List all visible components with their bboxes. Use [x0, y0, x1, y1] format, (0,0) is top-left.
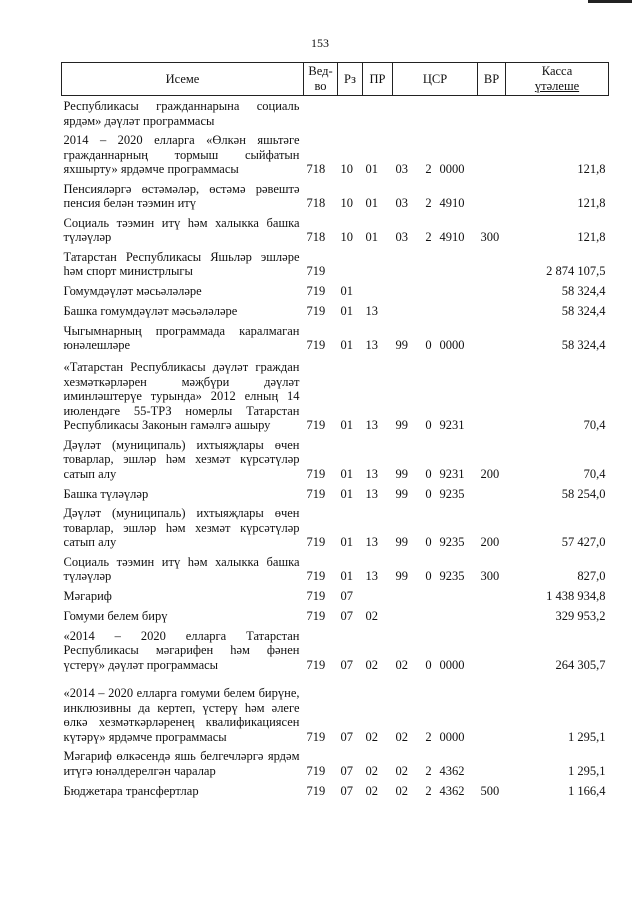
row-csr-code [437, 606, 478, 626]
row-vr: 500 [480, 783, 500, 798]
row-rz: 01 [340, 418, 353, 432]
row-csr-subprogram: 2 [425, 196, 432, 210]
row-name: Башка түләүләр [63, 486, 149, 501]
row-amount: 329 953,2 [555, 609, 606, 623]
table-row [62, 780, 609, 800]
row-vr [478, 321, 506, 355]
row-pr: 01 [365, 230, 378, 244]
row-csr-subprogram: 2 [425, 783, 432, 798]
row-ved: 719 [306, 338, 326, 352]
row-csr-subprogram: 0 [425, 338, 432, 352]
row-rz: 07 [340, 763, 353, 778]
row-name: Башка гомумдәүләт мәсьәләләре [63, 304, 238, 318]
row-ved: 718 [306, 162, 326, 176]
row-rz: 07 [340, 657, 353, 672]
row-csr-program [393, 247, 421, 281]
row-csr-subprogram [421, 281, 437, 301]
row-csr-subprogram [421, 301, 437, 321]
row-name: Социаль тәэмин итү һәм халыкка башка түләүләр [63, 554, 300, 583]
row-amount: 121,8 [577, 196, 606, 210]
table-row [62, 674, 609, 746]
row-csr-subprogram [421, 586, 437, 606]
row-csr-code: 9231 [439, 418, 465, 432]
row-vr [478, 247, 506, 281]
row-rz: 01 [340, 535, 353, 549]
row-ved: 719 [306, 535, 326, 549]
row-csr-subprogram: 0 [425, 535, 432, 549]
row-csr-program [393, 281, 421, 301]
row-amount: 1 166,4 [568, 783, 606, 798]
row-vr: 300 [480, 230, 500, 244]
table-row [62, 483, 609, 503]
row-rz: 01 [340, 569, 353, 583]
table-row [62, 435, 609, 484]
row-pr: 02 [365, 609, 378, 623]
row-csr-code [437, 247, 478, 281]
column-header-csr: ЦСР [393, 63, 478, 96]
table-row [62, 626, 609, 675]
row-csr-subprogram [421, 247, 437, 281]
table-row [62, 213, 609, 247]
row-csr-code: 0000 [439, 338, 465, 352]
row-name: Дәүләт (муниципаль) ихтыяҗлары өчен товарлар, эшләр һәм хезмәт күрсәтүләр сатып алу [63, 506, 300, 549]
table-row [62, 503, 609, 552]
row-pr: 13 [365, 535, 378, 549]
row-csr-code: 0000 [439, 657, 465, 672]
table-row [62, 606, 609, 626]
row-csr-program: 03 [395, 196, 408, 210]
row-csr-program: 03 [395, 162, 408, 176]
row-csr-code: 4362 [439, 763, 465, 778]
row-amount: 2 874 107,5 [546, 264, 606, 278]
row-amount: 58 324,4 [561, 338, 606, 352]
row-vr [478, 281, 506, 301]
row-csr-code [437, 301, 478, 321]
row-csr-code: 4910 [439, 196, 465, 210]
row-vr [478, 355, 506, 435]
row-csr-program: 02 [395, 763, 408, 778]
row-vr: 300 [480, 569, 500, 583]
row-csr-program: 99 [395, 338, 408, 352]
row-csr-code [437, 96, 478, 131]
row-pr [363, 281, 393, 301]
row-csr-program [393, 301, 421, 321]
row-vr [478, 606, 506, 626]
table-row [62, 179, 609, 213]
row-csr-code: 9235 [439, 535, 465, 549]
row-rz [338, 247, 363, 281]
row-rz: 01 [340, 486, 353, 501]
row-csr-subprogram [421, 96, 437, 131]
row-rz: 01 [340, 284, 353, 298]
row-rz: 10 [340, 162, 353, 176]
row-name: Социаль тәэмин итү һәм халыкка башка түләүләр [63, 215, 300, 244]
row-amount: 70,4 [583, 418, 606, 432]
table-header [62, 63, 609, 96]
table-row [62, 281, 609, 301]
row-amount [506, 96, 609, 131]
row-ved: 719 [306, 763, 326, 778]
row-csr-program: 02 [395, 783, 408, 798]
row-name: Чыгымнарның программада каралмаган юнәлешләре [63, 323, 300, 352]
row-ved: 719 [306, 418, 326, 432]
row-pr: 02 [365, 763, 378, 778]
row-name: Гомумдәүләт мәсьәләләре [63, 284, 202, 298]
row-amount: 70,4 [583, 466, 606, 481]
row-csr-program: 03 [395, 230, 408, 244]
row-ved: 719 [306, 657, 326, 672]
row-csr-subprogram: 0 [425, 466, 432, 481]
row-csr-code: 4910 [439, 230, 465, 244]
row-amount: 264 305,7 [555, 657, 606, 672]
row-csr-program: 99 [395, 535, 408, 549]
row-pr: 02 [365, 729, 378, 744]
row-vr [478, 674, 506, 746]
row-ved: 719 [306, 284, 326, 298]
row-name: Мәгариф өлкәсендә яшь белгечләргә ярдәм итүгә юнәлдерелгән чаралар [63, 749, 300, 778]
row-rz: 07 [340, 609, 353, 623]
kassa-label: Касса [541, 64, 573, 78]
row-ved: 719 [306, 466, 326, 481]
row-vr [478, 130, 506, 179]
row-csr-code [437, 586, 478, 606]
row-amount: 121,8 [577, 230, 606, 244]
row-vr [478, 626, 506, 675]
row-csr-program: 99 [395, 418, 408, 432]
table-row [62, 552, 609, 586]
row-csr-subprogram: 2 [425, 729, 432, 744]
row-csr-subprogram: 2 [425, 763, 432, 778]
corner-mark [588, 0, 632, 3]
row-csr-subprogram: 0 [425, 657, 432, 672]
row-pr: 13 [365, 304, 378, 318]
row-name: «2014 – 2020 елларга Татарстан Республикасы мәгарифен һәм фәнен үстерү» дәүләт программасы [63, 628, 300, 672]
column-header-name: Исеме [62, 63, 304, 96]
row-rz: 10 [340, 196, 353, 210]
kassa-sublabel: үтәлеше [534, 79, 580, 93]
column-header-kassa [506, 63, 609, 96]
row-name: «2014 – 2020 елларга гомуми белем бирүне, инклюзивны да кертеп, үстерү һәм әлеге өлкә хезмәткәрләренең квалификациясен күтәрү» ярдәмче программасы [63, 686, 300, 744]
row-csr-program: 99 [395, 486, 408, 501]
row-amount: 1 295,1 [568, 763, 606, 778]
row-csr-code: 4362 [439, 783, 465, 798]
row-csr-subprogram: 0 [425, 486, 432, 501]
row-csr-program [393, 96, 421, 131]
row-amount: 827,0 [577, 569, 606, 583]
row-pr: 13 [365, 338, 378, 352]
table-body [62, 96, 609, 801]
table-row [62, 130, 609, 179]
row-ved: 718 [306, 230, 326, 244]
row-csr-code: 9235 [439, 486, 465, 501]
row-csr-code: 9231 [439, 466, 465, 481]
row-rz: 10 [340, 230, 353, 244]
row-amount: 121,8 [577, 162, 606, 176]
column-header-rz: Рз [338, 63, 363, 96]
row-csr-program [393, 606, 421, 626]
row-ved: 719 [306, 609, 326, 623]
row-pr: 13 [365, 569, 378, 583]
row-csr-program: 02 [395, 657, 408, 672]
row-vr [478, 96, 506, 131]
table-row [62, 301, 609, 321]
table-row [62, 355, 609, 435]
row-name: «Татарстан Республикасы дәүләт граждан хезмәткәрләрен мәҗбүри дәүләт иминләштерүе турында» 2012 елның 14 июлендәге 55-ТРЗ номерлы Татарстан Республикасы Законын гамәлгә ашыру [63, 360, 300, 432]
column-header-vr: ВР [478, 63, 506, 96]
row-csr-code: 9235 [439, 569, 465, 583]
table-row [62, 746, 609, 780]
column-header-pr: ПР [363, 63, 393, 96]
row-rz: 07 [340, 729, 353, 744]
row-pr [363, 247, 393, 281]
budget-table [61, 62, 609, 800]
row-csr-subprogram: 2 [425, 230, 432, 244]
row-csr-code: 0000 [439, 729, 465, 744]
row-rz: 01 [340, 338, 353, 352]
row-vr [478, 179, 506, 213]
row-csr-subprogram: 0 [425, 418, 432, 432]
row-pr: 13 [365, 418, 378, 432]
row-vr [478, 483, 506, 503]
row-ved: 719 [306, 304, 326, 318]
row-ved: 719 [306, 569, 326, 583]
row-amount: 58 324,4 [561, 284, 606, 298]
row-ved: 719 [306, 729, 326, 744]
table-row [62, 586, 609, 606]
row-csr-subprogram: 0 [425, 569, 432, 583]
row-pr [363, 96, 393, 131]
row-vr [478, 301, 506, 321]
row-vr: 200 [480, 535, 500, 549]
row-pr: 01 [365, 162, 378, 176]
row-ved: 718 [306, 196, 326, 210]
row-amount: 1 295,1 [568, 729, 606, 744]
row-rz: 07 [340, 783, 353, 798]
row-name: Татарстан Республикасы Яшьләр эшләре һәм спорт министрлыгы [63, 249, 300, 278]
row-name: Мәгариф [63, 589, 112, 603]
row-ved [304, 96, 338, 131]
row-vr: 200 [480, 466, 500, 481]
row-rz: 07 [340, 589, 353, 603]
row-rz: 01 [340, 466, 353, 481]
row-amount: 57 427,0 [561, 535, 606, 549]
row-name: Дәүләт (муниципаль) ихтыяҗлары өчен товарлар, эшләр һәм хезмәт күрсәтүләр сатып алу [63, 437, 300, 481]
row-pr: 02 [365, 783, 378, 798]
table-row [62, 321, 609, 355]
table-row [62, 96, 609, 131]
column-header-ved: Вед- во [304, 63, 338, 96]
row-csr-code: 0000 [439, 162, 465, 176]
row-csr-program: 99 [395, 569, 408, 583]
row-amount: 58 254,0 [561, 486, 606, 501]
row-vr [478, 586, 506, 606]
row-csr-program [393, 586, 421, 606]
row-ved: 719 [306, 264, 326, 278]
row-rz [338, 96, 363, 131]
row-name: Бюджетара трансфертлар [63, 783, 199, 798]
row-pr: 02 [365, 657, 378, 672]
row-amount: 1 438 934,8 [546, 589, 606, 603]
row-rz: 01 [340, 304, 353, 318]
row-ved: 719 [306, 486, 326, 501]
row-pr: 13 [365, 486, 378, 501]
row-ved: 719 [306, 589, 326, 603]
row-name: Республикасы гражданнарына социаль ярдәм» дәүләт программасы [63, 99, 300, 128]
row-pr: 01 [365, 196, 378, 210]
row-csr-code [437, 281, 478, 301]
row-csr-program: 99 [395, 466, 408, 481]
page-number: 153 [311, 36, 329, 50]
row-csr-subprogram [421, 606, 437, 626]
row-name: 2014 – 2020 елларга «Өлкән яшьтәге гражданнарның тормыш сыйфатын яхшырту» ярдәмче программасы [63, 133, 300, 176]
row-csr-subprogram: 2 [425, 162, 432, 176]
table-row [62, 247, 609, 281]
row-ved: 719 [306, 783, 326, 798]
row-pr [363, 586, 393, 606]
row-csr-program: 02 [395, 729, 408, 744]
row-name: Пенсияләргә өстәмәләр, өстәмә рәвештә пенсия белән тәэмин итү [63, 181, 300, 210]
row-name: Гомуми белем бирү [63, 609, 168, 623]
row-vr [478, 746, 506, 780]
row-pr: 13 [365, 466, 378, 481]
row-amount: 58 324,4 [561, 304, 606, 318]
